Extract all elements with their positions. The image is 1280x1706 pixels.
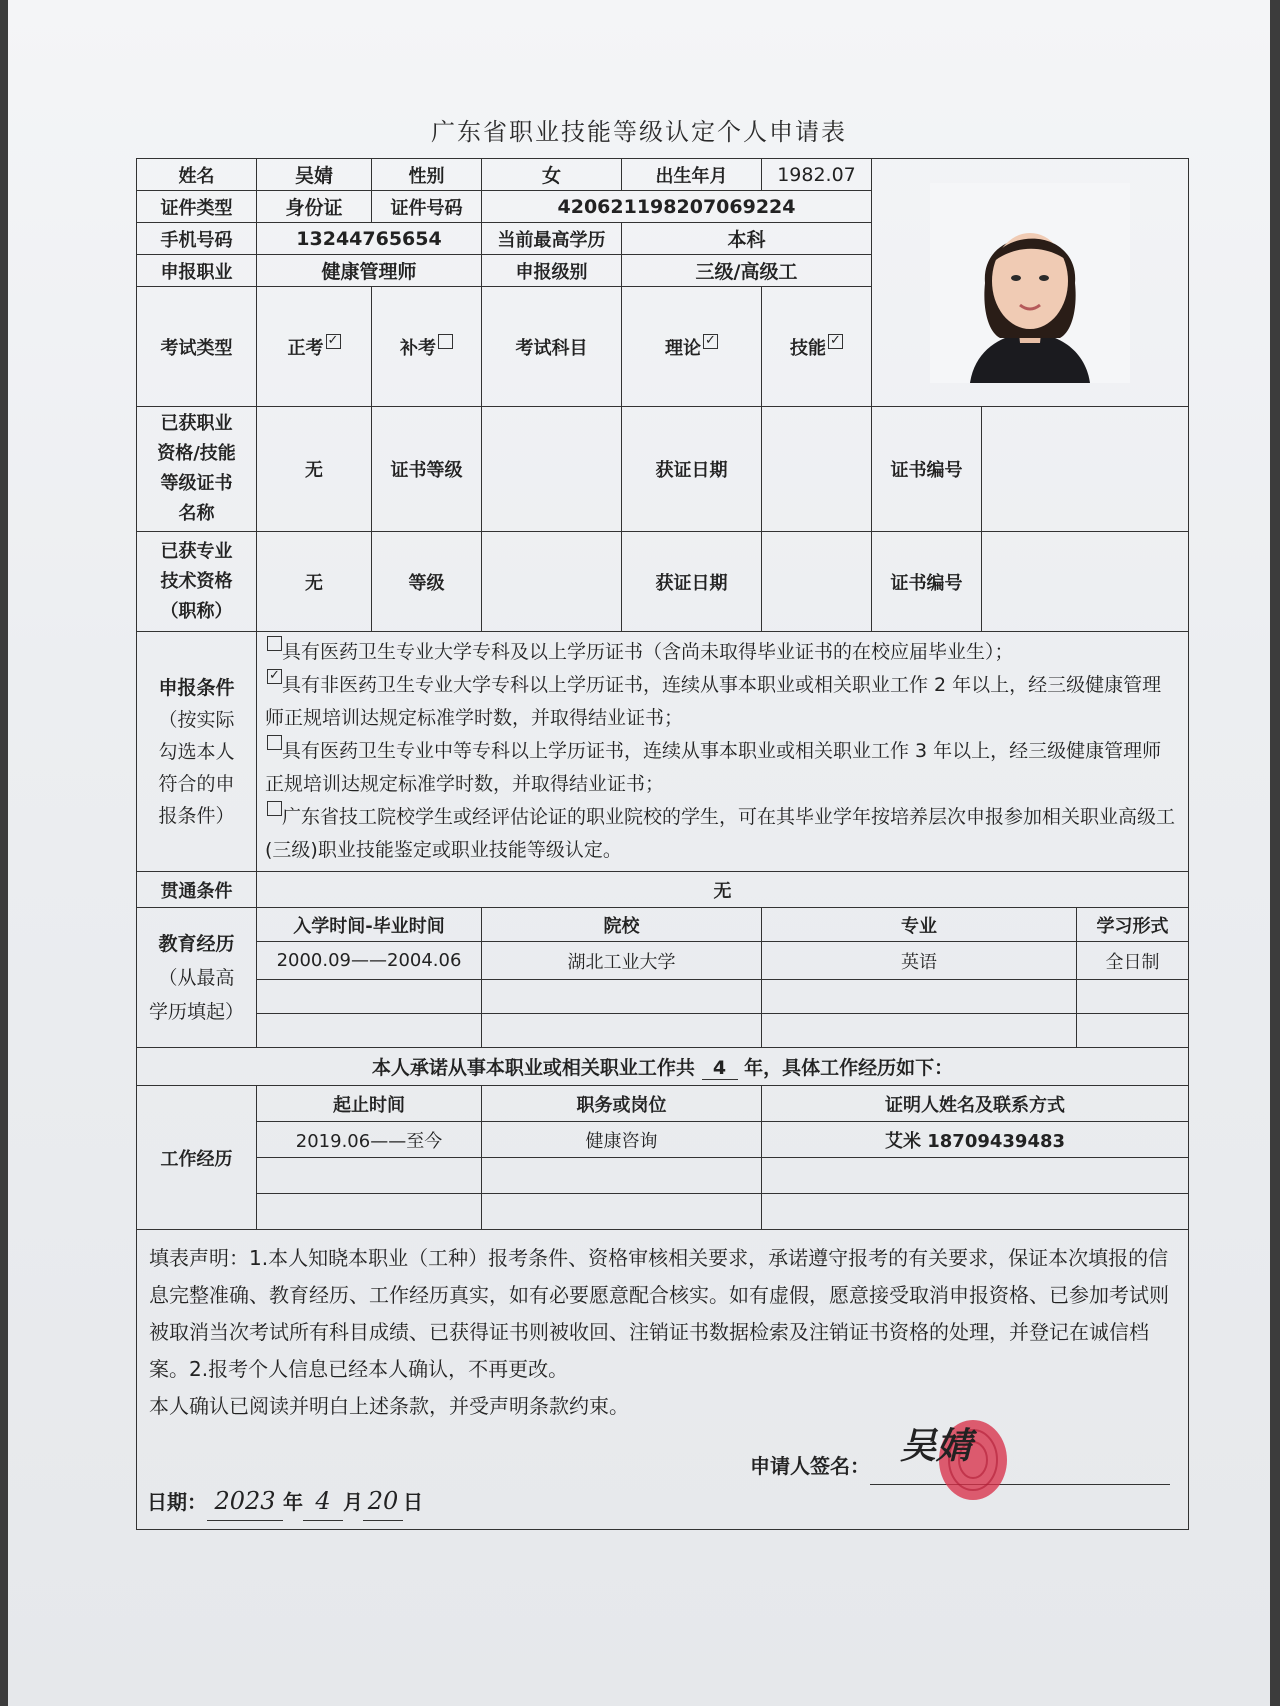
education-label-line: 学历填起） xyxy=(148,1000,244,1023)
work-row-reference: 艾米 18709439483 xyxy=(762,1122,1189,1158)
occupation-label: 申报职业 xyxy=(137,255,257,287)
work-header-reference: 证明人姓名及联系方式 xyxy=(762,1086,1189,1122)
cert1-value: 无 xyxy=(257,407,372,532)
edu-row-school xyxy=(482,1014,762,1048)
exam-skill-checkbox[interactable]: ✓ xyxy=(828,334,843,349)
application-form xyxy=(136,158,1189,1530)
cert2-label-line: 已获专业 xyxy=(160,540,233,562)
exam-theory-label: 理论 xyxy=(665,337,701,359)
date-day-unit: 日 xyxy=(403,1490,423,1514)
exam-makeup-label: 补考 xyxy=(400,337,436,359)
exam-theory-checkbox[interactable]: ✓ xyxy=(703,334,718,349)
cert2-grade-label: 等级 xyxy=(372,532,482,632)
work-row-position: 健康咨询 xyxy=(482,1122,762,1158)
cert1-no-label: 证书编号 xyxy=(872,407,982,532)
declaration-text: 填表声明：1.本人知晓本职业（工种）报考条件、资格审核相关要求，承诺遵守报考的有关要求，保证本次填报的信息完整准确、教育经历、工作经历真实，如有必要愿意配合核实。如有虚假，愿意接受取消申报资格、已参加考试则被取消当次考试所有科目成绩、已获得证书则被收回、注销证书数据检索及注销证书资格的处理，并登记在诚信档案。2.报考个人信息已经本人确认，不再更改。 xyxy=(149,1246,1169,1381)
conditions-label-title: 申报条件 xyxy=(158,676,235,699)
condition-checkbox[interactable]: ✓ xyxy=(267,669,282,684)
edu-value: 本科 xyxy=(622,223,872,255)
cert2-label-line: （职称） xyxy=(160,600,233,622)
cert2-date-value xyxy=(762,532,872,632)
edu-header-mode: 学习形式 xyxy=(1077,908,1189,942)
edu-row-school: 湖北工业大学 xyxy=(482,942,762,980)
edu-row-mode xyxy=(1077,1014,1189,1048)
cert2-grade-value xyxy=(482,532,622,632)
edu-header-school: 院校 xyxy=(482,908,762,942)
exam-regular-checkbox[interactable]: ✓ xyxy=(326,334,341,349)
cert2-date-label: 获证日期 xyxy=(622,532,762,632)
idtype-value: 身份证 xyxy=(257,191,372,223)
date-day[interactable]: 20 xyxy=(363,1483,403,1521)
exam-theory xyxy=(622,287,762,407)
exam-type-label: 考试类型 xyxy=(137,287,257,407)
cert1-label-line: 资格/技能 xyxy=(157,443,236,464)
edu-row-major xyxy=(762,980,1077,1014)
cert2-no-value xyxy=(982,532,1189,632)
signature-handwriting: 吴婧 xyxy=(900,1425,973,1467)
cert1-label-line: 已获职业 xyxy=(160,413,233,434)
exam-makeup-checkbox[interactable] xyxy=(438,334,453,349)
work-row-position xyxy=(482,1158,762,1194)
birth-value: 1982.07 xyxy=(762,159,872,191)
conditions-label-line: （按实际 xyxy=(158,708,235,731)
education-label xyxy=(137,908,257,1048)
idno-value: 420621198207069224 xyxy=(482,191,872,223)
work-promise-prefix: 本人承诺从事本职业或相关职业工作共 xyxy=(371,1057,695,1079)
declaration-confirm: 本人确认已阅读并明白上述条款，并受声明条款约束。 xyxy=(149,1394,629,1418)
date-label: 日期： xyxy=(147,1490,207,1514)
condition-item xyxy=(265,636,1180,669)
edu-row-major xyxy=(762,1014,1077,1048)
work-row-position xyxy=(482,1194,762,1230)
date-month[interactable]: 4 xyxy=(303,1483,343,1521)
work-header-period: 起止时间 xyxy=(257,1086,482,1122)
work-row-period: 2019.06——至今 xyxy=(257,1122,482,1158)
edu-row-major: 英语 xyxy=(762,942,1077,980)
date-month-unit: 月 xyxy=(343,1490,363,1514)
gender-value: 女 xyxy=(482,159,622,191)
work-row-period xyxy=(257,1158,482,1194)
signature-row xyxy=(750,1425,1170,1485)
cert1-date-label: 获证日期 xyxy=(622,407,762,532)
condition-text: 具有医药卫生专业中等专科以上学历证书，连续从事本职业或相关职业工作 3 年以上，经三级健康管理师正规培训达规定标准学时数，并取得结业证书； xyxy=(265,740,1162,795)
phone-label: 手机号码 xyxy=(137,223,257,255)
name-label: 姓名 xyxy=(137,159,257,191)
date-year-unit: 年 xyxy=(283,1490,303,1514)
edu-row-period: 2000.09——2004.06 xyxy=(257,942,482,980)
conditions-label-line: 勾选本人 xyxy=(158,740,235,763)
cert2-value: 无 xyxy=(257,532,372,632)
idtype-label: 证件类型 xyxy=(137,191,257,223)
work-row-reference xyxy=(762,1158,1189,1194)
work-promise xyxy=(137,1048,1189,1086)
edu-label: 当前最高学历 xyxy=(482,223,622,255)
cert2-label xyxy=(137,532,257,632)
edu-header-period: 入学时间-毕业时间 xyxy=(257,908,482,942)
cert2-no-label: 证书编号 xyxy=(872,532,982,632)
exam-skill xyxy=(762,287,872,407)
edu-row-mode: 全日制 xyxy=(1077,942,1189,980)
condition-item xyxy=(265,735,1180,801)
conditions-label-line: 报条件） xyxy=(158,804,235,827)
work-header-position: 职务或岗位 xyxy=(482,1086,762,1122)
through-value: 无 xyxy=(257,872,1189,908)
phone-value: 13244765654 xyxy=(257,223,482,255)
idno-label: 证件号码 xyxy=(372,191,482,223)
conditions-list xyxy=(257,632,1189,872)
condition-text: 具有非医药卫生专业大学专科以上学历证书，连续从事本职业或相关职业工作 2 年以上，经三级健康管理师正规培训达规定标准学时数，并取得结业证书； xyxy=(265,674,1162,729)
education-label-title: 教育经历 xyxy=(158,932,235,955)
exam-skill-label: 技能 xyxy=(790,337,826,359)
edu-row-school xyxy=(482,980,762,1014)
exam-regular xyxy=(257,287,372,407)
work-row-reference xyxy=(762,1194,1189,1230)
signature-label: 申请人签名： xyxy=(750,1454,871,1478)
name-value: 吴婧 xyxy=(257,159,372,191)
exam-makeup xyxy=(372,287,482,407)
cert1-label xyxy=(137,407,257,532)
edu-row-period xyxy=(257,1014,482,1048)
cert1-grade-label: 证书等级 xyxy=(372,407,482,532)
declaration-cell xyxy=(137,1230,1189,1530)
condition-checkbox[interactable] xyxy=(267,735,282,750)
signature-field[interactable] xyxy=(870,1425,1170,1485)
conditions-label-line: 符合的申 xyxy=(158,772,235,795)
work-label: 工作经历 xyxy=(137,1086,257,1230)
date-row xyxy=(147,1483,423,1521)
condition-text: 广东省技工院校学生或经评估论证的职业院校的学生，可在其毕业学年按培养层次申报参加相关职业高级工(三级)职业技能鉴定或职业技能等级认定。 xyxy=(265,806,1176,861)
work-promise-suffix: 年，具体工作经历如下： xyxy=(744,1057,954,1079)
education-label-line: （从最高 xyxy=(158,966,235,989)
cert1-date-value xyxy=(762,407,872,532)
conditions-label xyxy=(137,632,257,872)
condition-item xyxy=(265,801,1180,867)
through-label: 贯通条件 xyxy=(137,872,257,908)
edu-row-period xyxy=(257,980,482,1014)
condition-checkbox[interactable] xyxy=(267,636,282,651)
work-years: 4 xyxy=(702,1057,738,1080)
condition-text: 具有医药卫生专业大学专科及以上学历证书（含尚未取得毕业证书的在校应届毕业生）； xyxy=(282,641,1014,663)
cert1-no-value xyxy=(982,407,1189,532)
form-paper xyxy=(8,0,1270,1706)
exam-regular-label: 正考 xyxy=(287,337,324,359)
occupation-value: 健康管理师 xyxy=(257,255,482,287)
level-label: 申报级别 xyxy=(482,255,622,287)
gender-label: 性别 xyxy=(372,159,482,191)
work-row-period xyxy=(257,1194,482,1230)
date-year[interactable]: 2023 xyxy=(207,1483,283,1521)
cert1-label-line: 名称 xyxy=(178,503,215,524)
applicant-photo xyxy=(930,183,1130,383)
cert2-label-line: 技术资格 xyxy=(160,570,233,592)
cert1-grade-value xyxy=(482,407,622,532)
edu-header-major: 专业 xyxy=(762,908,1077,942)
condition-item xyxy=(265,669,1180,735)
form-title: 广东省职业技能等级认定个人申请表 xyxy=(431,118,847,146)
cert1-label-line: 等级证书 xyxy=(160,473,233,494)
exam-subject-label: 考试科目 xyxy=(482,287,622,407)
level-value: 三级/高级工 xyxy=(622,255,872,287)
condition-checkbox[interactable] xyxy=(267,801,282,816)
birth-label: 出生年月 xyxy=(622,159,762,191)
photo-cell xyxy=(872,159,1189,407)
edu-row-mode xyxy=(1077,980,1189,1014)
